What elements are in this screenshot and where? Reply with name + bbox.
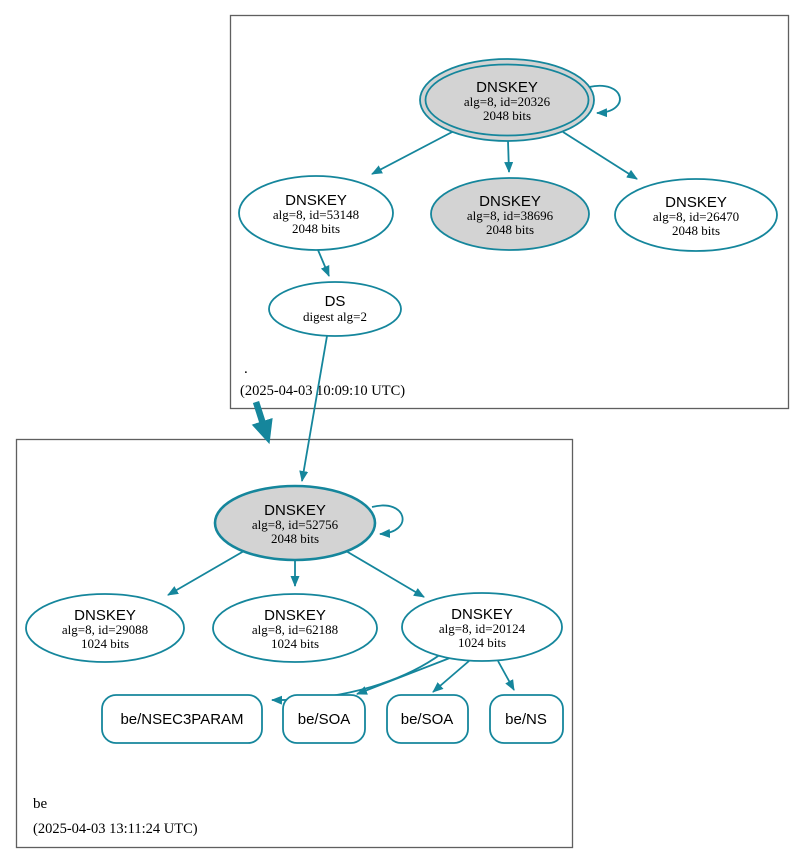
be-soa-rrset-node-2[interactable] [387, 695, 468, 743]
node-detail: alg=8, id=20326 [463, 94, 551, 109]
node-detail: alg=8, id=52756 [251, 517, 339, 532]
node-detail: alg=8, id=20124 [438, 621, 526, 636]
root-zsk-left-node[interactable] [239, 176, 393, 250]
node-detail: digest alg=2 [302, 309, 368, 324]
node-detail: 2048 bits [270, 531, 320, 546]
edge-root-ksk-to-zsk-middle [508, 141, 509, 172]
node-detail: 2048 bits [485, 222, 535, 237]
node-detail: alg=8, id=62188 [251, 622, 339, 637]
node-title: DNSKEY [285, 192, 347, 209]
node-detail: alg=8, id=29088 [61, 622, 149, 637]
be-soa-rrset-node-1[interactable] [283, 695, 365, 743]
be-zsk-middle-node[interactable] [213, 594, 377, 662]
be-zsk-left-node[interactable] [26, 594, 184, 662]
root-zsk-right-node[interactable] [615, 179, 777, 251]
be-cluster-label: be [33, 796, 48, 812]
node-detail: 2048 bits [482, 108, 532, 123]
node-title: DNSKEY [451, 606, 513, 623]
rrset-label: be/NSEC3PARAM [120, 711, 244, 728]
node-title: DS [324, 293, 346, 310]
node-detail: alg=8, id=38696 [466, 208, 554, 223]
rrset-label: be/NS [505, 711, 547, 728]
node-detail: 1024 bits [457, 635, 507, 650]
node-title: DNSKEY [479, 193, 541, 210]
be-ksk-node[interactable] [215, 486, 375, 560]
root-ksk-node[interactable] [420, 59, 594, 141]
be-cluster-timestamp: (2025-04-03 13:11:24 UTC) [33, 821, 198, 837]
root-cluster-timestamp: (2025-04-03 10:09:10 UTC) [240, 383, 406, 399]
node-title: DNSKEY [264, 502, 326, 519]
rrset-label: be/SOA [400, 711, 454, 728]
be-zsk-right-node[interactable] [402, 593, 562, 661]
be-ns-rrset-node[interactable] [490, 695, 563, 743]
node-detail: 1024 bits [270, 636, 320, 651]
rrset-label: be/SOA [297, 711, 351, 728]
node-detail: 1024 bits [80, 636, 130, 651]
node-detail: 2048 bits [671, 223, 721, 238]
node-detail: 2048 bits [291, 221, 341, 236]
root-cluster-label: . [244, 361, 248, 377]
node-title: DNSKEY [264, 607, 326, 624]
node-detail: alg=8, id=53148 [272, 207, 360, 222]
node-title: DNSKEY [665, 194, 727, 211]
node-title: DNSKEY [476, 79, 538, 96]
node-detail: alg=8, id=26470 [652, 209, 740, 224]
node-title: DNSKEY [74, 607, 136, 624]
root-zsk-middle-node[interactable] [431, 178, 589, 250]
be-nsec3param-rrset-node[interactable] [102, 695, 262, 743]
root-ds-node[interactable] [269, 282, 401, 336]
